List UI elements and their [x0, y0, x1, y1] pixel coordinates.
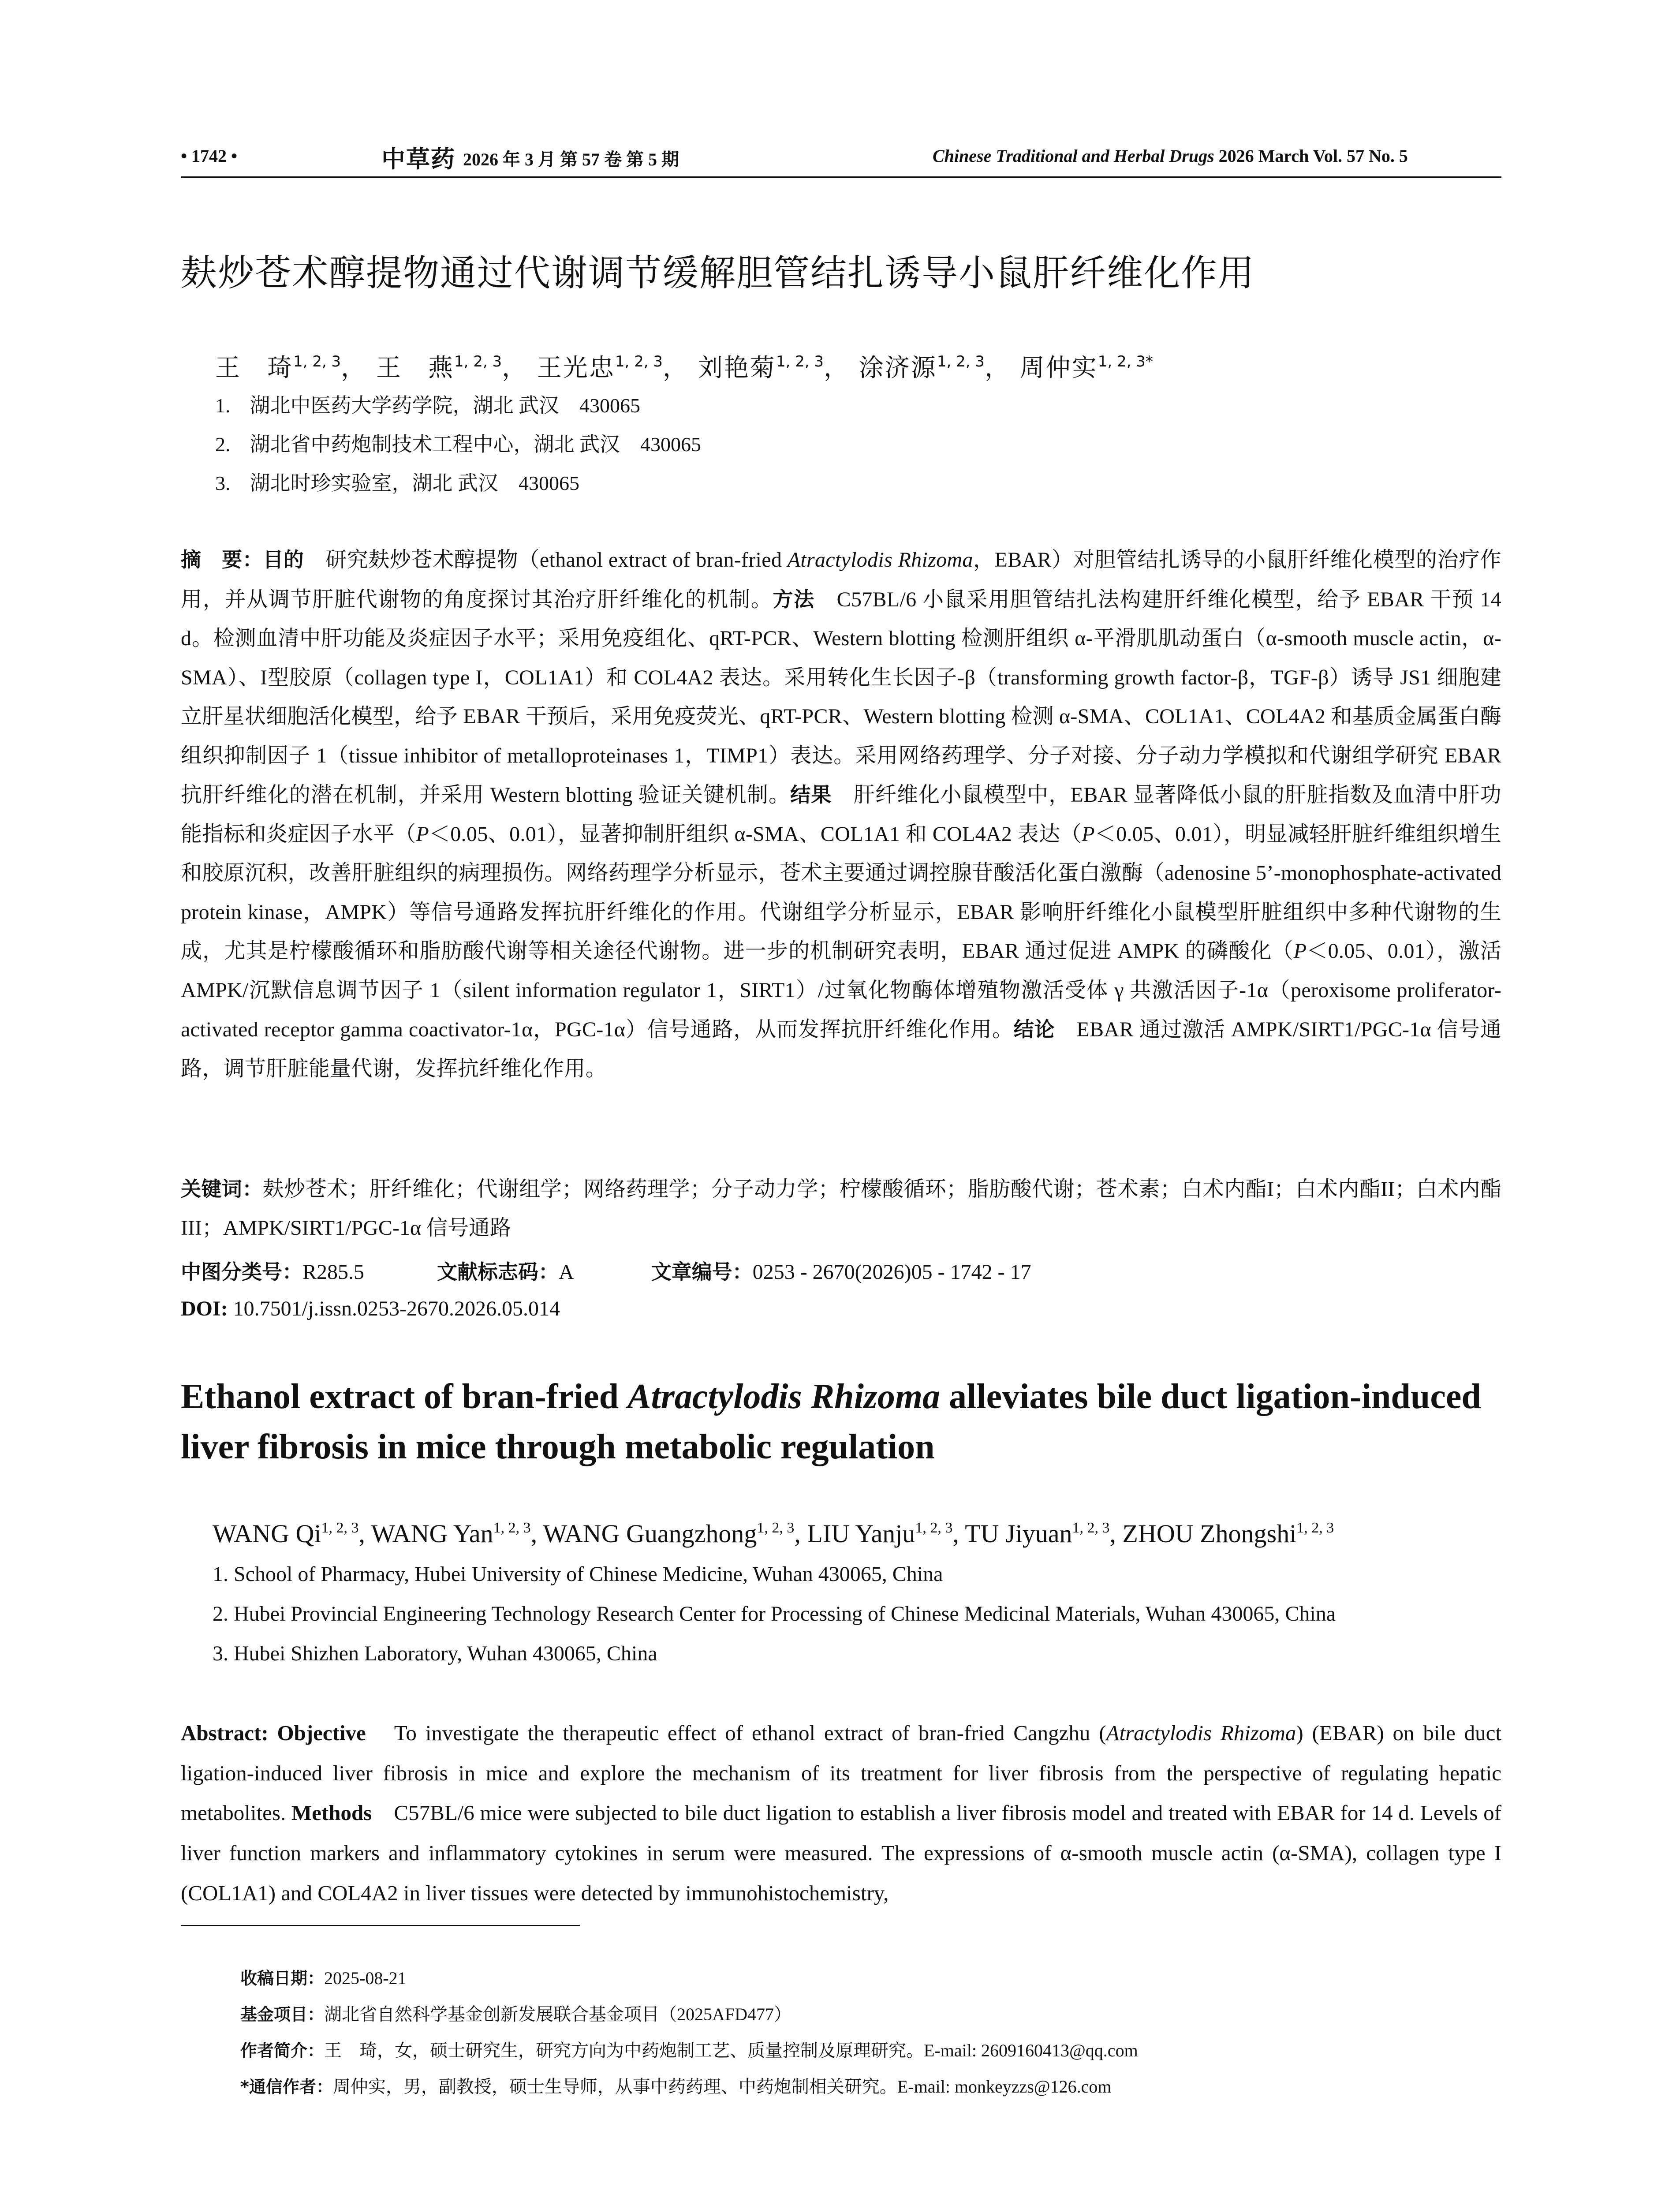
- journal-name-en: Chinese Traditional and Herbal Drugs: [933, 146, 1214, 166]
- running-header: [181, 140, 1499, 176]
- author-list-zh: [215, 344, 1153, 386]
- author-en: TU Jiyuan$^{1, 2, 3}$,: [965, 1519, 1123, 1548]
- affiliation-en: 2. Hubei Provincial Engineering Technology Research Center for Processing of Chinese Medicinal Materials, Wuhan 430065, China: [213, 1602, 1336, 1626]
- clc-number: R285.5: [302, 1260, 365, 1284]
- footnote-received: 收稿日期：2025-08-21: [240, 1968, 407, 1988]
- doi-value[interactable]: 10.7501/j.issn.0253-2670.2026.05.014: [233, 1297, 560, 1320]
- abstract-en: Abstract: Objective To investigate the therapeutic effect of ethanol extract of bran-fried Cangzhu (Atractylodis Rhizoma) (EBAR) on bile duct ligation-induced liver fibrosis in mice and explore the mechanism of its treatment for liver fibrosis from the perspective of regulating hepatic metabolites. Methods C57BL/6 mice were subjected to bile duct ligation to establish a liver fibrosis model and treated with EBAR for 14 d. Levels of liver function markers and inflammatory cytokines in serum were measured. The expressions of α-smooth muscle actin (α-SMA), collagen type I (COL1A1) and COL4A2 in liver tissues were detected by immunohistochemistry,: [181, 1721, 1501, 1905]
- affiliation-zh: 3. 湖北时珍实验室，湖北 武汉 430065: [215, 472, 579, 494]
- issue-info-en: [933, 146, 1408, 166]
- methods-label-en: Methods: [291, 1801, 372, 1825]
- classification-line: 中图分类号：R285.5 文献标志码：A 文章编号：0253 - 2670(2026)05 - 1742 - 17: [181, 1260, 1031, 1284]
- objective-label-zh: 目的: [263, 548, 304, 572]
- author-en: WANG Qi$^{1, 2, 3}$,: [213, 1519, 371, 1548]
- author-zh: 王 琦$^{1, 2, 3}$，: [215, 353, 367, 382]
- header-divider: [181, 176, 1501, 178]
- abstract-zh: 摘 要：目的 研究麸炒苍术醇提物（ethanol extract of bran-fried Atractylodis Rhizoma，EBAR）对胆管结扎诱导的小鼠肝纤维化模型的治疗作用，并从调节肝脏代谢物的角度探讨其治疗肝纤维化的机制。方法 C57BL/6 小鼠采用胆管结扎法构建肝纤维化模型，给予 EBAR 干预 14 d。检测血清中肝功能及炎症因子水平；采用免疫组化、qRT-PCR、Western blotting 检测肝组织 α-平滑肌肌动蛋白（α-smooth muscle actin，α-SMA）、I型胶原（collagen type I，COL1A1）和 COL4A2 表达。采用转化生长因子-β（transforming growth factor-β，TGF-β）诱导 JS1 细胞建立肝星状细胞活化模型，给予 EBAR 干预后，采用免疫荧光、qRT-PCR、Western blotting 检测 α-SMA、COL1A1、COL4A2 和基质金属蛋白酶组织抑制因子 1（tissue inhibitor of metalloproteinases 1，TIMP1）表达。采用网络药理学、分子对接、分子动力学模拟和代谢组学研究 EBAR 抗肝纤维化的潜在机制，并采用 Western blotting 验证关键机制。结果 肝纤维化小鼠模型中，EBAR 显著降低小鼠的肝脏指数及血清中肝功能指标和炎症因子水平（P＜0.05、0.01），显著抑制肝组织 α-SMA、COL1A1 和 COL4A2 表达（P＜0.05、0.01），明显减轻肝脏纤维组织增生和胶原沉积，改善肝脏组织的病理损伤。网络药理学分析显示，苍术主要通过调控腺苷酸活化蛋白激酶（adenosine 5’-monophosphate-activated protein kinase，AMPK）等信号通路发挥抗肝纤维化的作用。代谢组学分析显示，EBAR 影响肝纤维化小鼠模型肝脏组织中多种代谢物的生成，尤其是柠檬酸循环和脂肪酸代谢等相关途径代谢物。进一步的机制研究表明，EBAR 通过促进 AMPK 的磷酸化（P＜0.05、0.01），激活 AMPK/沉默信息调节因子 1（silent information regulator 1，SIRT1）/过氧化物酶体增殖物激活受体 γ 共激活因子-1α（peroxisome proliferator-activated receptor gamma coactivator-1α，PGC-1α）信号通路，从而发挥抗肝纤维化作用。结论 EBAR 通过激活 AMPK/SIRT1/PGC-1α 信号通路，调节肝脏能量代谢，发挥抗纤维化作用。: [181, 548, 1501, 1080]
- article-title-zh: 麸炒苍术醇提物通过代谢调节缓解胆管结扎诱导小鼠肝纤维化作用: [181, 252, 1255, 294]
- footnote-divider: [181, 1925, 580, 1926]
- author-zh: 王 燕$^{1, 2, 3}$，: [376, 353, 528, 382]
- affiliation-zh: 2. 湖北省中药炮制技术工程中心，湖北 武汉 430065: [215, 433, 701, 456]
- keywords-text: 麸炒苍术；肝纤维化；代谢组学；网络药理学；分子动力学；柠檬酸循环；脂肪酸代谢；苍术素；白术内酯I；白术内酯II；白术内酯III；AMPK/SIRT1/PGC-1α 信号通路: [181, 1177, 1501, 1240]
- abstract-label-en: Abstract: Objective: [181, 1721, 366, 1745]
- document-code: A: [559, 1260, 574, 1284]
- author-en: WANG Guangzhong$^{1, 2, 3}$,: [543, 1519, 807, 1548]
- author-zh: 周仲实$^{1, 2, 3*}$: [1019, 353, 1153, 382]
- conclusion-label-zh: 结论: [1013, 1017, 1055, 1041]
- issue-info-zh: 2026 年 3 月 第 57 卷 第 5 期: [463, 149, 679, 169]
- affiliation-zh: 1. 湖北中医药大学药学院，湖北 武汉 430065: [215, 394, 640, 417]
- author-zh: 涂济源$^{1, 2, 3}$，: [859, 353, 1011, 382]
- keywords-label: 关键词：: [181, 1177, 263, 1201]
- author-zh: 刘艳菊$^{1, 2, 3}$，: [698, 353, 850, 382]
- author-en: WANG Yan$^{1, 2, 3}$,: [371, 1519, 543, 1548]
- author-en: ZHOU Zhongshi$^{1, 2, 3}$: [1122, 1519, 1334, 1548]
- author-en: LIU Yanju$^{1, 2, 3}$,: [807, 1519, 965, 1548]
- methods-label-zh: 方法: [773, 587, 815, 611]
- affiliation-en: 3. Hubei Shizhen Laboratory, Wuhan 430065, China: [213, 1642, 657, 1665]
- affiliation-en: 1. School of Pharmacy, Hubei University of Chinese Medicine, Wuhan 430065, China: [213, 1562, 943, 1586]
- footnote-corresponding-author: *通信作者：周仲实，男，副教授，硕士生导师，从事中药药理、中药炮制相关研究。E-mail: monkeyzzs@126.com: [240, 2077, 1112, 2097]
- page-number: • 1742 •: [181, 146, 238, 166]
- results-label-zh: 结果: [790, 783, 832, 807]
- author-list-en: [213, 1510, 1334, 1551]
- journal-logo: 中草药: [381, 145, 455, 173]
- doi-line: DOI: 10.7501/j.issn.0253-2670.2026.05.014: [181, 1297, 560, 1320]
- article-number: 0253 - 2670(2026)05 - 1742 - 17: [752, 1260, 1031, 1284]
- keywords-zh: [181, 1170, 1501, 1248]
- author-zh: 王光忠$^{1, 2, 3}$，: [537, 353, 689, 382]
- abstract-label-zh: 摘 要：: [181, 548, 263, 572]
- issue-en: 2026 March Vol. 57 No. 5: [1218, 146, 1408, 166]
- footnote-author-bio: 作者简介：王 琦，女，硕士研究生，研究方向为中药炮制工艺、质量控制及原理研究。E-mail: 2609160413@qq.com: [240, 2041, 1138, 2060]
- article-title-en: Ethanol extract of bran-fried Atractylodis Rhizoma alleviates bile duct ligation-induced liver fibrosis in mice through metabolic regulation: [181, 1377, 1481, 1466]
- footnote-funding: 基金项目：湖北省自然科学基金创新发展联合基金项目（2025AFD477）: [240, 2004, 792, 2024]
